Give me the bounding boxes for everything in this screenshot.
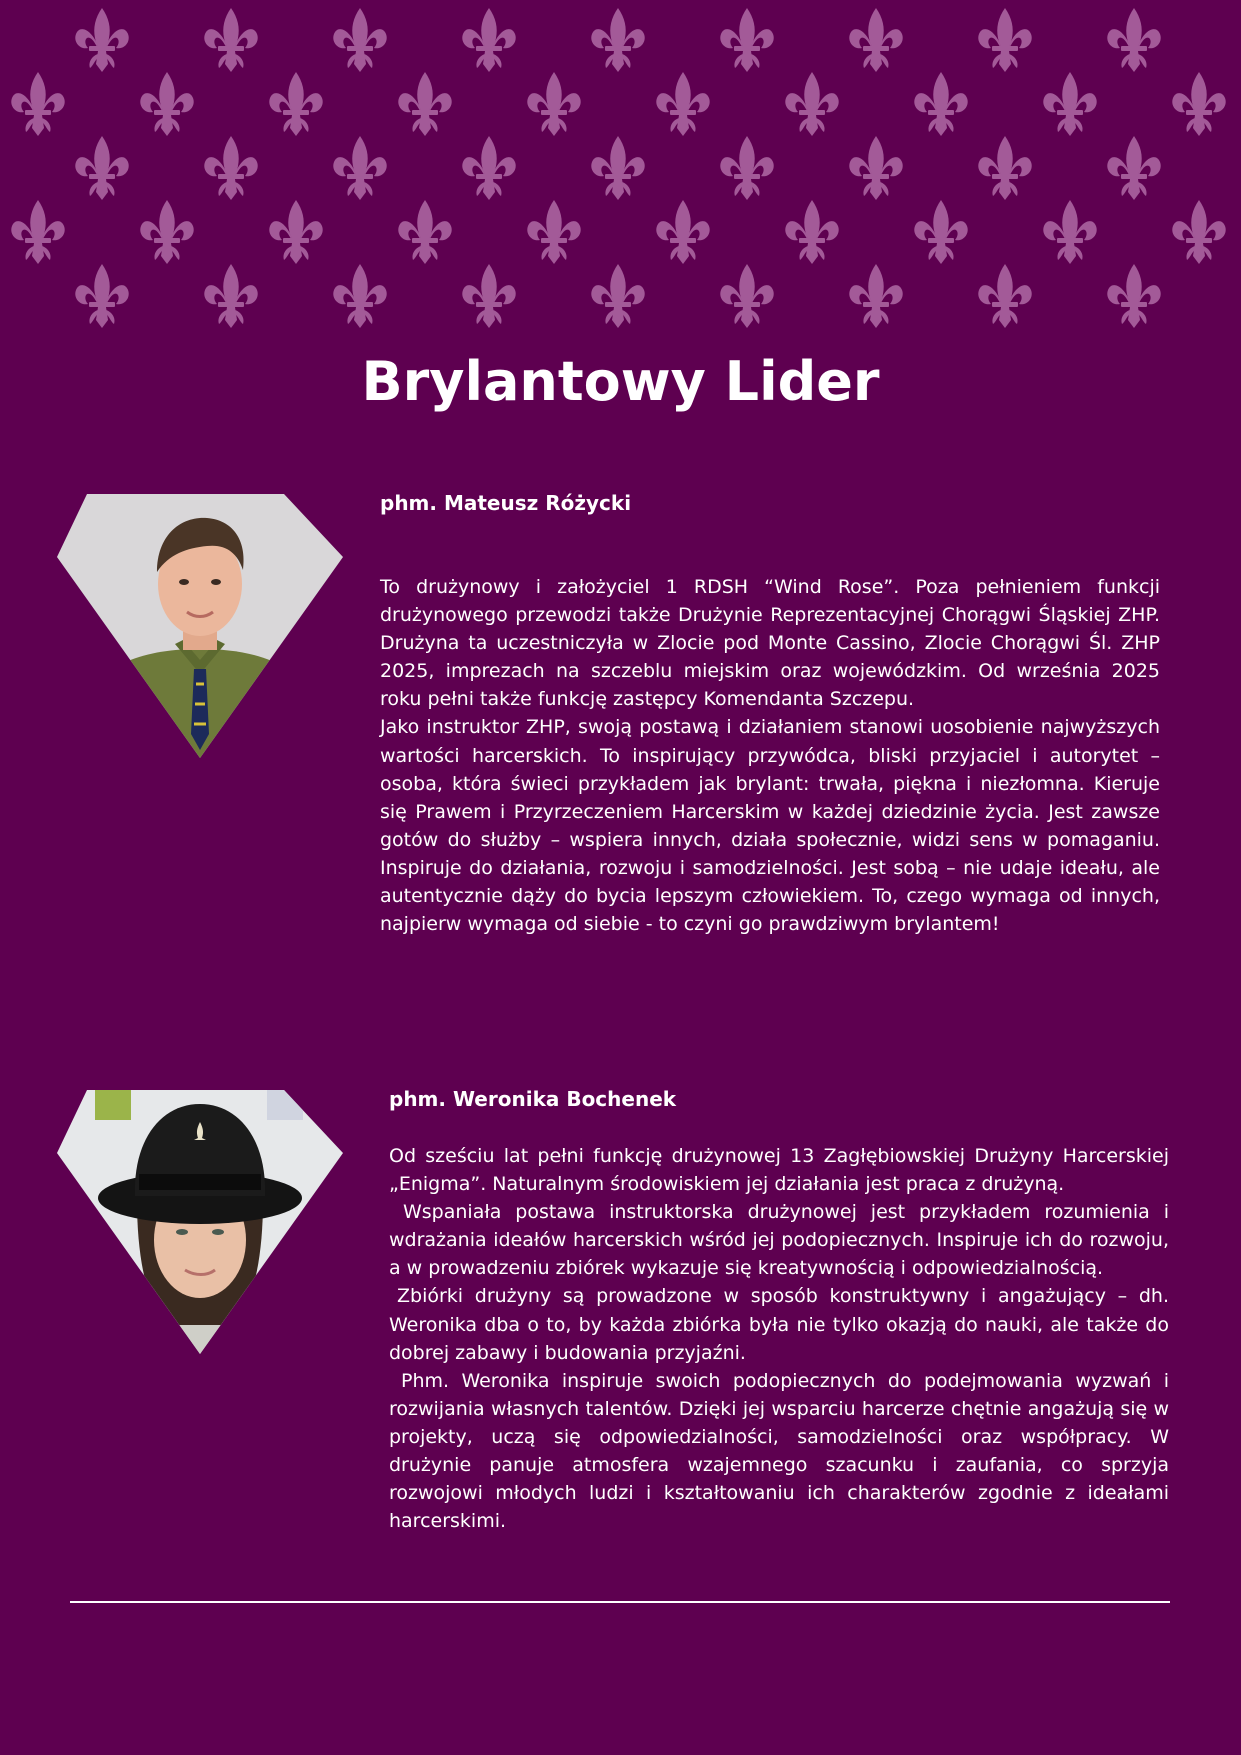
bio-paragraph: Phm. Weronika inspiruje swoich podopiecznych do podejmowania wyzwań i rozwijania własnych talentów. Dzięki jej wsparciu harcerze chętnie angażują się w projekty, uczą się odpowiedzialności, samodzielności oraz współpracy. W drużynie panuje atmosfera wzajemnego szacunku i zaufania, co sprzyja rozwojowi młodych ludzi i kształtowaniu ich charakterów zgodnie z ideałami harcerskimi. bbox=[389, 1369, 1169, 1533]
fleur-de-lis-icon bbox=[11, 72, 64, 136]
fleur-de-lis-icon bbox=[849, 136, 902, 200]
fleur-de-lis-icon bbox=[527, 72, 580, 136]
leader-name: phm. Weronika Bochenek bbox=[389, 1087, 677, 1111]
fleur-de-lis-icon bbox=[1107, 136, 1160, 200]
fleur-de-lis-icon bbox=[269, 72, 322, 136]
fleur-de-lis-icon bbox=[785, 200, 838, 264]
fleur-de-lis-icon bbox=[849, 264, 902, 328]
fleur-de-lis-icon bbox=[204, 264, 257, 328]
portrait-photo-mateusz bbox=[57, 494, 343, 758]
fleur-de-lis-icon bbox=[333, 264, 386, 328]
fleur-de-lis-icon bbox=[591, 8, 644, 72]
fleur-de-lis-icon bbox=[978, 8, 1031, 72]
fleur-de-lis-icon bbox=[720, 8, 773, 72]
fleur-de-lis-icon bbox=[11, 200, 64, 264]
fleur-de-lis-icon bbox=[462, 264, 515, 328]
fleur-de-lis-icon bbox=[462, 136, 515, 200]
fleur-de-lis-icon bbox=[333, 8, 386, 72]
fleur-de-lis-icon bbox=[333, 136, 386, 200]
fleur-de-lis-icon bbox=[656, 200, 709, 264]
fleur-de-lis-icon bbox=[462, 8, 515, 72]
bio-paragraph: Wspaniała postawa instruktorska drużynowej jest przykładem rozumienia i wdrażania ideałów harcerskich wśród jej podopiecznych. Inspiruje ich do rozwoju, a w prowadzeniu zbiórek wykazuje się kreatywnością i odpowiedzialnością. bbox=[389, 1201, 1169, 1280]
fleur-de-lis-icon bbox=[914, 200, 967, 264]
fleur-de-lis-icon bbox=[1172, 72, 1225, 136]
fleur-de-lis-icon bbox=[204, 8, 257, 72]
fleur-de-lis-icon bbox=[75, 136, 128, 200]
fleur-de-lis-icon bbox=[1043, 200, 1096, 264]
fleur-de-lis-icon bbox=[591, 264, 644, 328]
fleur-de-lis-icon bbox=[720, 264, 773, 328]
fleur-de-lis-pattern bbox=[0, 0, 1241, 340]
fleur-de-lis-icon bbox=[978, 136, 1031, 200]
fleur-de-lis-icon bbox=[527, 200, 580, 264]
page-title: Brylantowy Lider bbox=[361, 350, 880, 413]
divider bbox=[70, 1601, 1170, 1603]
fleur-de-lis-icon bbox=[269, 200, 322, 264]
leader-name: phm. Mateusz Różycki bbox=[380, 491, 632, 515]
fleur-de-lis-icon bbox=[656, 72, 709, 136]
bio-paragraph: To drużynowy i założyciel 1 RDSH “Wind Rose”. Poza pełnieniem funkcji drużynowego przewodzi także Drużynie Reprezentacyjnej Chorągwi Śląskiej ZHP. Drużyna ta uczestniczyła w Zlocie pod Monte Cassino, Zlocie Chorągwi Śl. ZHP 2025, imprezach na szczeblu miejskim oraz wojewódzkim. Od września 2025 roku pełni także funkcję zastępcy Komendanta Szczepu. bbox=[380, 576, 1160, 711]
fleur-de-lis-icon bbox=[75, 264, 128, 328]
fleur-de-lis-icon bbox=[140, 72, 193, 136]
fleur-de-lis-icon bbox=[720, 136, 773, 200]
fleur-de-lis-icon bbox=[1043, 72, 1096, 136]
bio-paragraph: Jako instruktor ZHP, swoją postawą i działaniem stanowi uosobienie najwyższych wartości harcerskich. To inspirujący przywódca, bliski przyjaciel i autorytet – osoba, która świeci przykładem jak brylant: trwała, piękna i niezłomna. Kieruje się Prawem i Przyrzeczeniem Harcerskim w każdej dziedzinie życia. Jest zawsze gotów do służby – wspiera innych, działa społecznie, widzi sens w pomaganiu. Inspiruje do działania, rozwoju i samodzielności. Jest sobą – nie udaje ideału, ale autentycznie dąży do bycia lepszym człowiekiem. To, czego wymaga od innych, najpierw wymaga od siebie - to czyni go prawdziwym brylantem! bbox=[380, 716, 1160, 936]
bio-paragraph: Zbiórki drużyny są prowadzone w sposób konstruktywny i angażujący – dh. Weronika dba o to, by każda zbiórka była nie tylko okazją do nauki, ale także do dobrej zabawy i budowania przyjaźni. bbox=[389, 1285, 1169, 1364]
fleur-de-lis-icon bbox=[75, 8, 128, 72]
fleur-de-lis-icon bbox=[1172, 200, 1225, 264]
leader-bio bbox=[389, 1142, 1169, 1535]
portrait-photo-weronika bbox=[57, 1090, 343, 1354]
fleur-de-lis-icon bbox=[1107, 264, 1160, 328]
fleur-de-lis-icon bbox=[978, 264, 1031, 328]
leader-bio bbox=[380, 573, 1160, 938]
fleur-de-lis-icon bbox=[849, 8, 902, 72]
fleur-de-lis-icon bbox=[591, 136, 644, 200]
fleur-de-lis-icon bbox=[914, 72, 967, 136]
fleur-de-lis-icon bbox=[785, 72, 838, 136]
fleur-de-lis-icon bbox=[204, 136, 257, 200]
fleur-de-lis-icon bbox=[398, 72, 451, 136]
fleur-de-lis-icon bbox=[398, 200, 451, 264]
bio-paragraph: Od sześciu lat pełni funkcję drużynowej 13 Zagłębiowskiej Drużyny Harcerskiej „Enigma”. Naturalnym środowiskiem jej działania jest praca z drużyną. bbox=[389, 1145, 1169, 1196]
fleur-de-lis-icon bbox=[1107, 8, 1160, 72]
fleur-de-lis-icon bbox=[140, 200, 193, 264]
